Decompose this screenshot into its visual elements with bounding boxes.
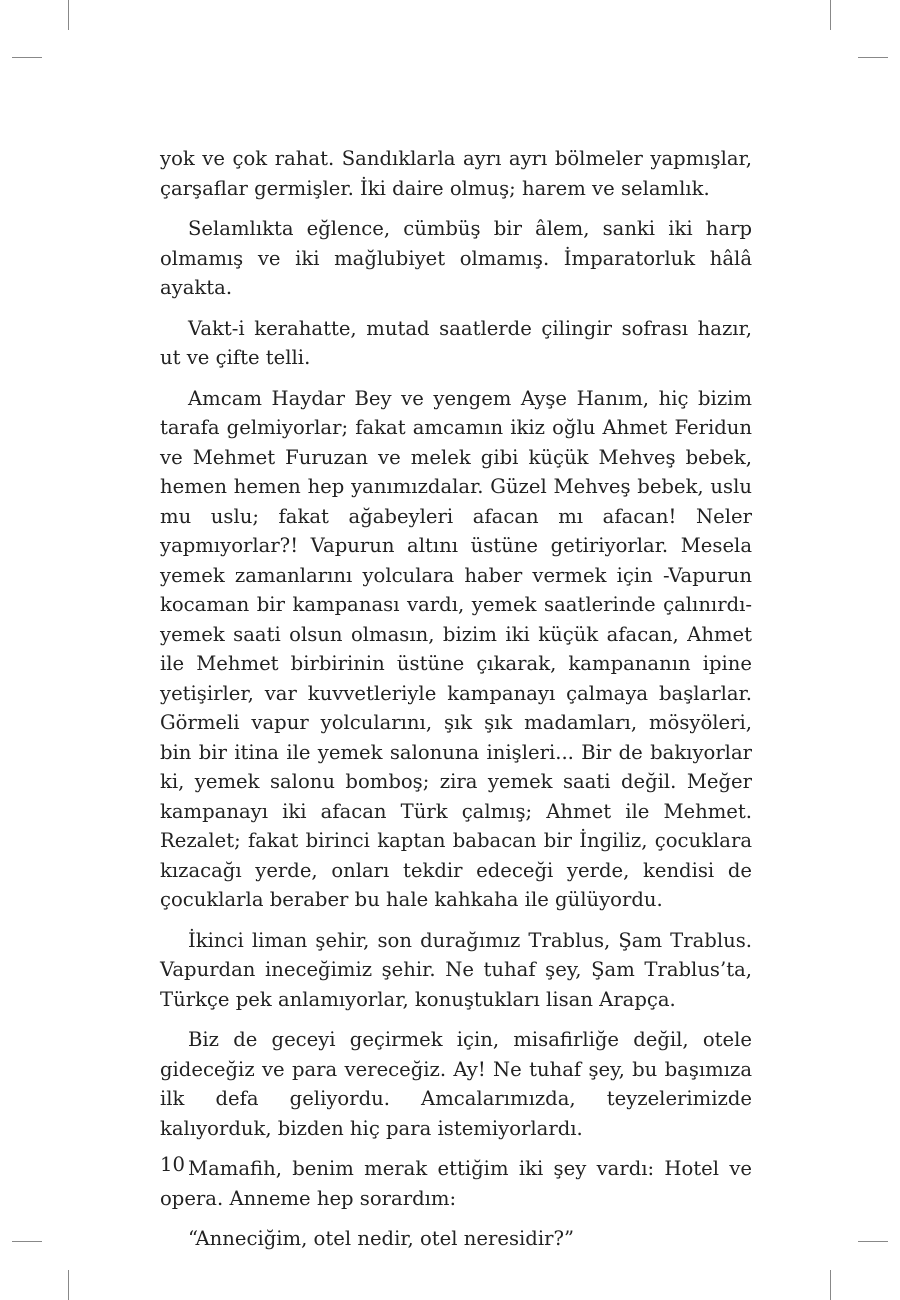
crop-mark-bottom-left-horizontal xyxy=(12,1241,42,1242)
paragraph: Biz de geceyi geçirmek için, misafirliğe değil, otele gideceğiz ve para vereceğiz. Ay! Ne tuhaf şey, bu başımıza ilk defa geliyordu. Amcalarımızda, teyzelerimizde kalıyorduk, bizden hiç para istemiyorlardı. xyxy=(160,1028,752,1140)
crop-mark-top-left-horizontal xyxy=(12,57,42,58)
paragraph: Selamlıkta eğlence, cümbüş bir âlem, sanki iki harp olmamış ve iki mağlubiyet olmamış. İmparatorluk hâlâ ayakta. xyxy=(160,217,752,299)
paragraph-continued: yok ve çok rahat. Sandıklarla ayrı ayrı bölmeler yapmışlar, çarşaflar germişler. İki daire olmuş; harem ve selamlık. xyxy=(160,147,752,200)
page-number: 10 xyxy=(160,1153,185,1176)
paragraph-quote: “Anneciğim, otel nedir, otel neresidir?” xyxy=(188,1227,574,1250)
paragraph: Vakt-i kerahatte, mutad saatlerde çilingir sofrası hazır, ut ve çifte telli. xyxy=(160,316,752,369)
crop-mark-top-left-vertical xyxy=(68,0,69,30)
crop-mark-top-right-horizontal xyxy=(858,57,888,58)
crop-mark-bottom-right-vertical xyxy=(830,1270,831,1300)
paragraph: İkinci liman şehir, son durağımız Trablus, Şam Trablus. Vapurdan ineceğimiz şehir. Ne tuhaf şey, Şam Trablus’ta, Türkçe pek anlamıyorlar, konuştukları lisan Arapça. xyxy=(160,928,752,1011)
crop-mark-top-right-vertical xyxy=(830,0,831,30)
paragraph: Amcam Haydar Bey ve yengem Ayşe Hanım, hiç bizim tarafa gelmiyorlar; fakat amcamın ikiz oğlu Ahmet Feridun ve Mehmet Furuzan ve melek gibi küçük Mehveş bebek, hemen hemen hep yanımızdalar. Güzel Mehveş bebek, uslu mu uslu; fakat ağabeyleri afacan mı afacan! Neler yapmıyorlar?! Vapurun altını üstüne getiriyorlar. Mesela yemek zamanlarını yolculara haber vermek için -Vapurun kocaman bir kampanası vardı, yemek saatlerinde çalınırdı- yemek saati olsun olmasın, bizim iki küçük afacan, Ahmet ile Mehmet birbirinin üstüne çıkarak, kampananın ipine yetişirler, var kuvvetleriyle kampanayı çalmaya başlarlar. Görmeli vapur yolcularını, şık şık madamları, mösyöleri, bin bir itina ile yemek salonuna inişleri... Bir de bakıyorlar ki, yemek salonu bomboş; zira yemek saati değil. Meğer kampanayı iki afacan Türk çalmış; Ahmet ile Mehmet. Rezalet; fakat birinci kaptan babacan bir İngiliz, çocuklara kızacağı yerde, onları tekdir edeceği yerde, kendisi de çocuklarla beraber bu hale kahkaha ile gülüyordu. xyxy=(160,386,752,911)
page-body xyxy=(160,144,752,1265)
crop-mark-bottom-left-vertical xyxy=(68,1270,69,1300)
crop-mark-bottom-right-horizontal xyxy=(858,1241,888,1242)
paragraph: Mamafih, benim merak ettiğim iki şey vardı: Hotel ve opera. Anneme hep sorardım: xyxy=(160,1157,752,1210)
